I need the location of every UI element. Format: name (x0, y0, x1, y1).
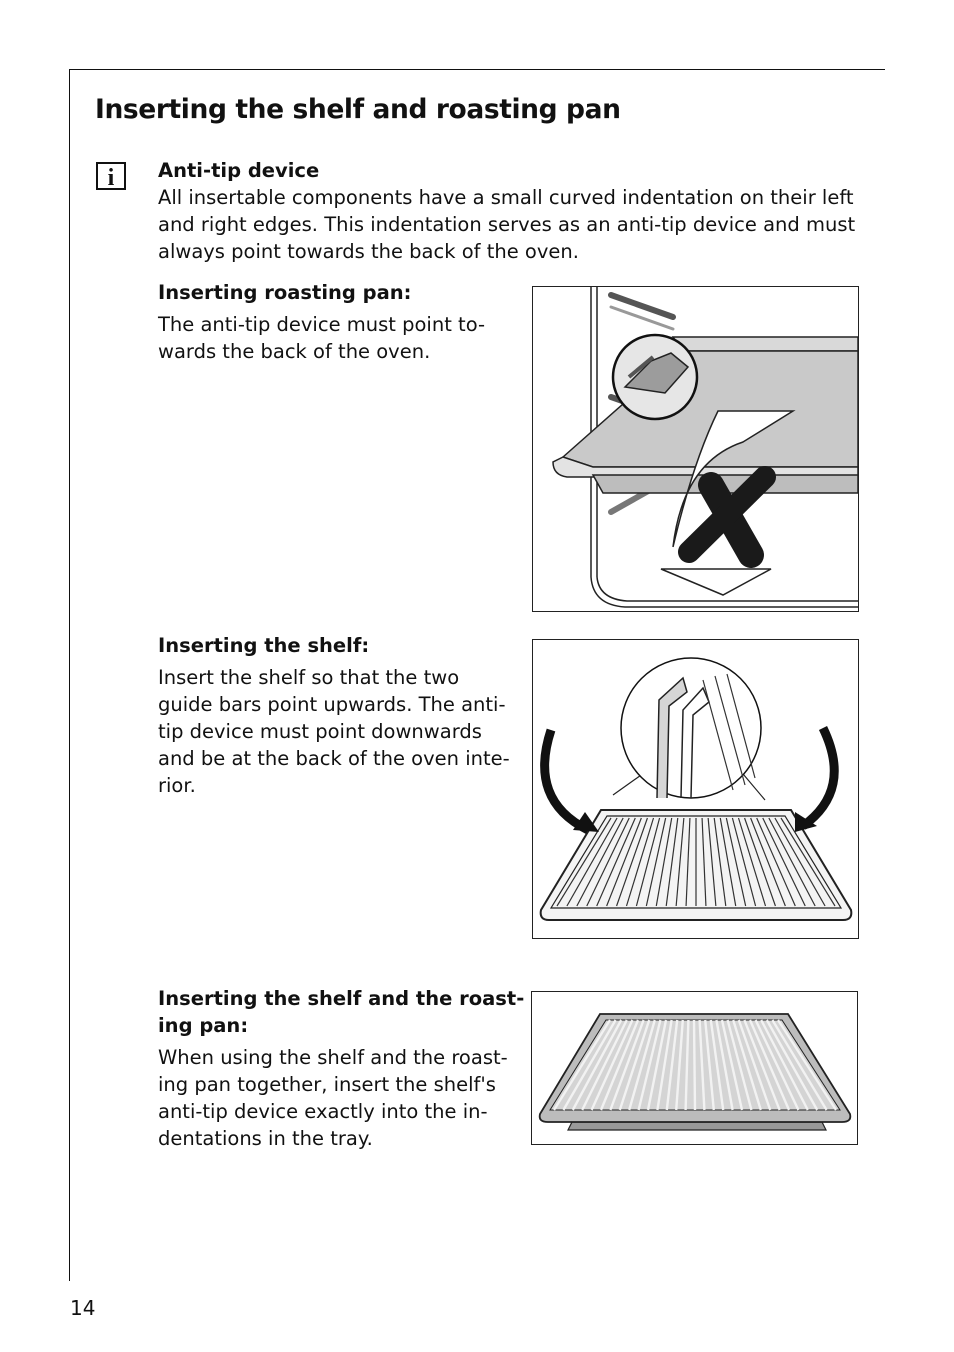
shelf-and-pan-line: dentations in the tray. (158, 1127, 373, 1150)
shelf-line: rior. (158, 774, 196, 797)
info-icon (96, 162, 126, 190)
anti-tip-line: All insertable components have a small curved indentation on their left (158, 186, 854, 209)
shelf-and-pan-section (158, 985, 524, 1152)
shelf-on-pan-illustration (532, 992, 857, 1144)
anti-tip-section (158, 157, 855, 265)
anti-tip-line: always point towards the back of the oven. (158, 240, 579, 263)
page-frame-top-rule (69, 69, 885, 70)
roasting-pan-line: wards the back of the oven. (158, 340, 431, 363)
shelf-section (158, 632, 510, 799)
shelf-and-pan-line: anti-tip device exactly into the in- (158, 1100, 488, 1123)
shelf-line: tip device must point downwards (158, 720, 482, 743)
roasting-pan-line: The anti-tip device must point to- (158, 313, 486, 336)
shelf-heading: Inserting the shelf: (158, 634, 370, 657)
page-title: Inserting the shelf and roasting pan (95, 94, 621, 125)
shelf-on-pan-figure (531, 991, 858, 1145)
roasting-pan-section (158, 279, 485, 365)
shelf-line: and be at the back of the oven inte- (158, 747, 510, 770)
shelf-and-pan-heading: ing pan: (158, 1014, 249, 1037)
roasting-pan-heading: Inserting roasting pan: (158, 281, 412, 304)
shelf-and-pan-line: ing pan together, insert the shelf's (158, 1073, 496, 1096)
shelf-wire (694, 1020, 695, 1110)
roasting-pan-illustration (533, 287, 858, 611)
page-number: 14 (70, 1296, 96, 1320)
shelf-and-pan-line: When using the shelf and the roast- (158, 1046, 508, 1069)
roasting-pan-figure (532, 286, 859, 612)
shelf-figure (532, 639, 859, 939)
shelf-line: guide bars point upwards. The anti- (158, 693, 506, 716)
shelf-line: Insert the shelf so that the two (158, 666, 460, 689)
shelf-illustration (533, 640, 858, 938)
shelf-and-pan-heading: Inserting the shelf and the roast- (158, 987, 525, 1010)
page-frame-left-rule (69, 69, 70, 1281)
svg-text:i: i (107, 165, 115, 190)
anti-tip-line: and right edges. This indentation serves as an anti-tip device and must (158, 213, 856, 236)
anti-tip-heading: Anti-tip device (158, 159, 320, 182)
